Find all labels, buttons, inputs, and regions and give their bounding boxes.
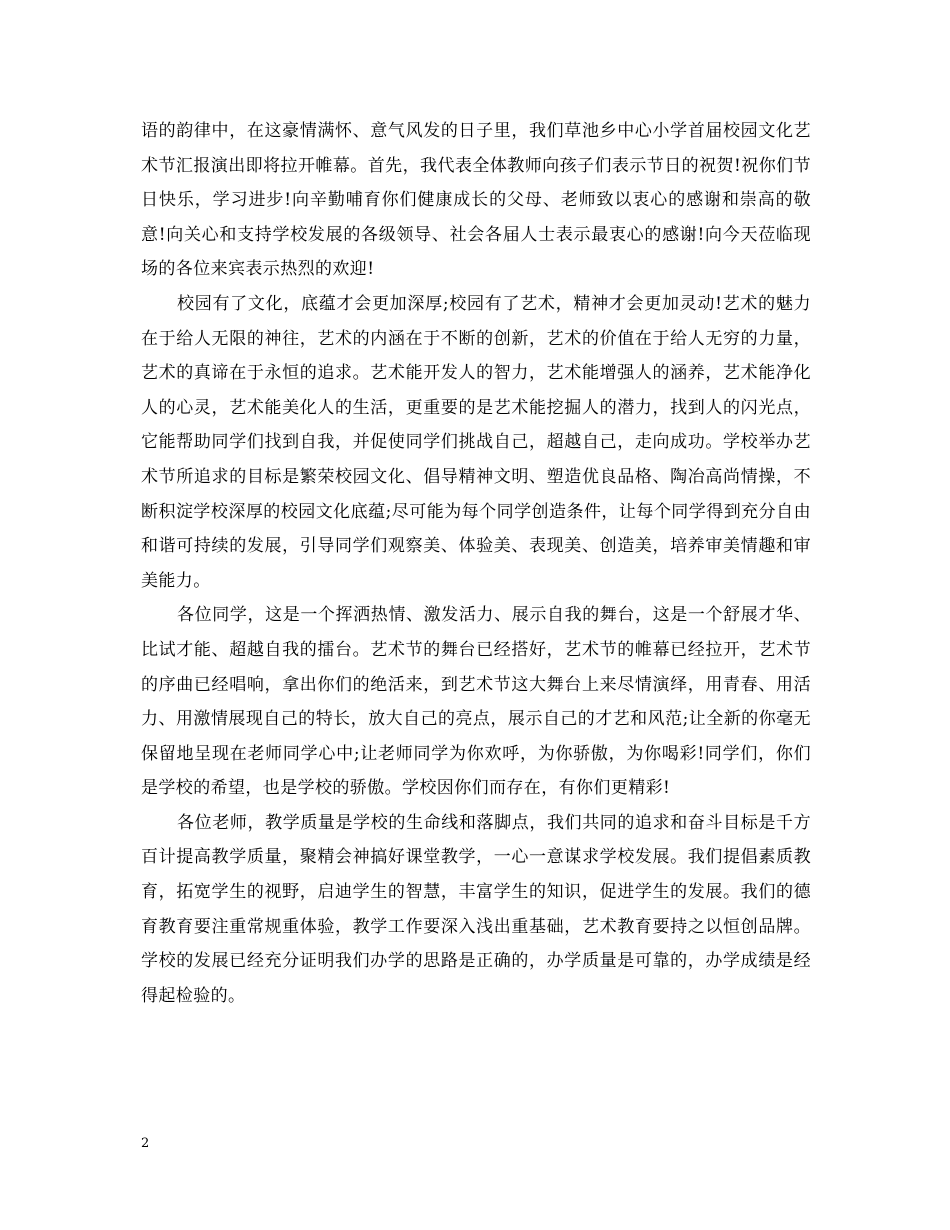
- paragraph: 各位同学，这是一个挥洒热情、激发活力、展示自我的舞台，这是一个舒展才华、比试才能、超越自我的擂台。艺术节的舞台已经搭好，艺术节的帷幕已经拉开，艺术节的序曲已经唱响，拿出你们的绝活来，到艺术节这大舞台上来尽情演绎，用青春、用活力、用激情展现自己的特长，放大自己的亮点，展示自己的才艺和风范;让全新的你毫无保留地呈现在老师同学心中;让老师同学为你欢呼，为你骄傲，为你喝彩!同学们，你们是学校的希望，也是学校的骄傲。学校因你们而存在，有你们更精彩!: [141, 605, 811, 799]
- paragraph: 校园有了文化，底蕴才会更加深厚;校园有了艺术，精神才会更加灵动!艺术的魅力在于给人无限的神往，艺术的内涵在于不断的创新，艺术的价值在于给人无穷的力量，艺术的真谛在于永恒的追求。艺术能开发人的智力，艺术能增强人的涵养，艺术能净化人的心灵，艺术能美化人的生活，更重要的是艺术能挖掘人的潜力，找到人的闪光点，它能帮助同学们找到自我，并促使同学们挑战自己，超越自己，走向成功。学校举办艺术节所追求的目标是繁荣校园文化、倡导精神文明、塑造优良品格、陶冶高尚情操，不断积淀学校深厚的校园文化底蕴;尽可能为每个同学创造条件，让每个同学得到充分自由和谐可持续的发展，引导同学们观察美、体验美、表现美、创造美，培养审美情趣和审美能力。: [141, 293, 811, 591]
- paragraph: 各位老师，教学质量是学校的生命线和落脚点，我们共同的追求和奋斗目标是千方百计提高教学质量，聚精会神搞好课堂教学，一心一意谋求学校发展。我们提倡素质教育，拓宽学生的视野，启迪学生的智慧，丰富学生的知识，促进学生的发展。我们的德育教育要注重常规重体验，教学工作要深入浅出重基础，艺术教育要持之以恒创品牌。学校的发展已经充分证明我们办学的思路是正确的，办学质量是可靠的，办学成绩是经得起检验的。: [141, 812, 811, 1006]
- page-number: 2: [141, 1136, 150, 1151]
- document-body: [141, 114, 811, 1013]
- paragraph-continued: 语的韵律中，在这豪情满怀、意气风发的日子里，我们草池乡中心小学首届校园文化艺术节汇报演出即将拉开帷幕。首先，我代表全体教师向孩子们表示节日的祝贺!祝你们节日快乐，学习进步!向辛勤哺育你们健康成长的父母、老师致以衷心的感谢和崇高的敬意!向关心和支持学校发展的各级领导、社会各届人士表示最衷心的感谢!向今天莅临现场的各位来宾表示热烈的欢迎!: [141, 121, 811, 280]
